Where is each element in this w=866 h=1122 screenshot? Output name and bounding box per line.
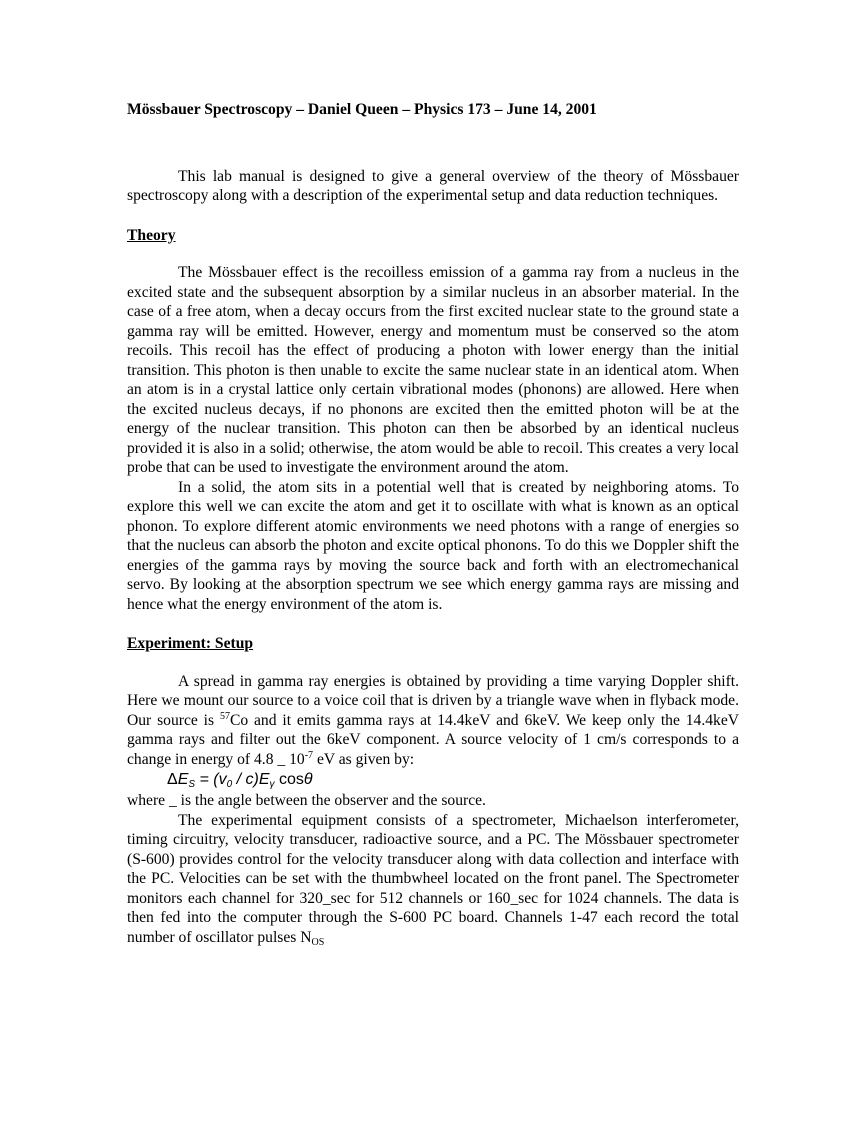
- eq-sub-zero: 0: [226, 779, 233, 790]
- isotope-mass-number: 57: [219, 710, 230, 722]
- doppler-equation: [127, 769, 739, 791]
- theory-paragraph-2: In a solid, the atom sits in a potential well that is created by neighboring atoms. To explore this well we can excite the atom and get it to oscillate with what is known as an optical phonon. To explore different atomic environments we need photons with a range of energies so that the nucleus can absorb the photon and excite optical phonons. To do this we Doppler shift the energies of the gamma rays by moving the source back and forth with an electromechanical servo. By looking at the absorption spectrum we see which energy gamma rays are missing and hence what the energy environment of the atom is.: [127, 478, 739, 613]
- eq-sub-s: S: [188, 779, 196, 790]
- eq-energy: E: [177, 771, 189, 788]
- eq-cos: cos: [274, 771, 304, 788]
- setup-p1-text-a: A spread in gamma ray energies is obtained by providing a time varying Doppler shift. Here we mount our source to a voice coil that is driven by a triangle wave when in flyback mode. Our source is: [127, 672, 739, 729]
- eq-sub-gamma: γ: [269, 779, 275, 790]
- setup-heading: Experiment: Setup: [127, 635, 254, 652]
- eq-delta: Δ: [167, 771, 178, 788]
- eq-theta: θ: [303, 771, 313, 788]
- oscillator-subscript: OS: [311, 936, 325, 948]
- document-title: Mössbauer Spectroscopy – Daniel Queen – Physics 173 – June 14, 2001: [127, 101, 597, 118]
- intro-paragraph: This lab manual is designed to give a general overview of the theory of Mössbauer spectroscopy along with a description of the experimental setup and data reduction techniques.: [127, 167, 739, 204]
- energy-exponent: -7: [304, 749, 314, 761]
- where-line: where _ is the angle between the observer and the source.: [127, 792, 486, 809]
- setup-paragraph-1: [127, 672, 739, 770]
- theory-heading: Theory: [127, 226, 176, 244]
- document-page: [127, 100, 739, 947]
- setup-paragraph-2: [127, 811, 739, 948]
- eq-velocity: = (v: [195, 771, 227, 788]
- setup-p1-text-b: Co and it emits gamma rays at 14.4keV and 6keV. We keep only the 14.4keV gamma rays and filter out the 6keV component. A source velocity of 1 cm/s corresponds to a change in energy of 4.8 _ 10: [127, 711, 740, 768]
- setup-p1-text-c: eV as given by:: [313, 750, 415, 768]
- eq-over-c: / c)E: [232, 771, 270, 788]
- setup-p2-text: The experimental equipment consists of a spectrometer, Michaelson interferometer, timing circuitry, velocity transducer, radioactive source, and a PC. The Mössbauer spectrometer (S-600) provides control for the velocity transducer along with data collection and interface with the PC. Velocities can be set with the thumbwheel located on the front panel. The Spectrometer monitors each channel for 320_sec for 512 channels or 160_sec for 1024 channels. The data is then fed into the computer through the S-600 PC board. Channels 1-47 each record the total number of oscillator pulses N: [127, 811, 739, 946]
- theory-paragraph-1: The Mössbauer effect is the recoilless emission of a gamma ray from a nucleus in the excited state and the subsequent absorption by a similar nucleus in an absorber material. In the case of a free atom, when a decay occurs from the first excited nuclear state to the ground state a gamma ray will be emitted. However, energy and momentum must be conserved so the atom recoils. This recoil has the effect of producing a photon with lower energy than the initial transition. This photon is then unable to excite the same nuclear state in an identical atom. When an atom is in a crystal lattice only certain vibrational modes (phonons) are allowed. Here when the excited nucleus decays, if no phonons are excited then the emitted photon will be at the energy of the nuclear transition. This photon can then be absorbed by an identical nucleus provided it is also in a solid; otherwise, the atom would be able to recoil. This creates a very local probe that can be used to investigate the environment around the atom.: [127, 264, 739, 476]
